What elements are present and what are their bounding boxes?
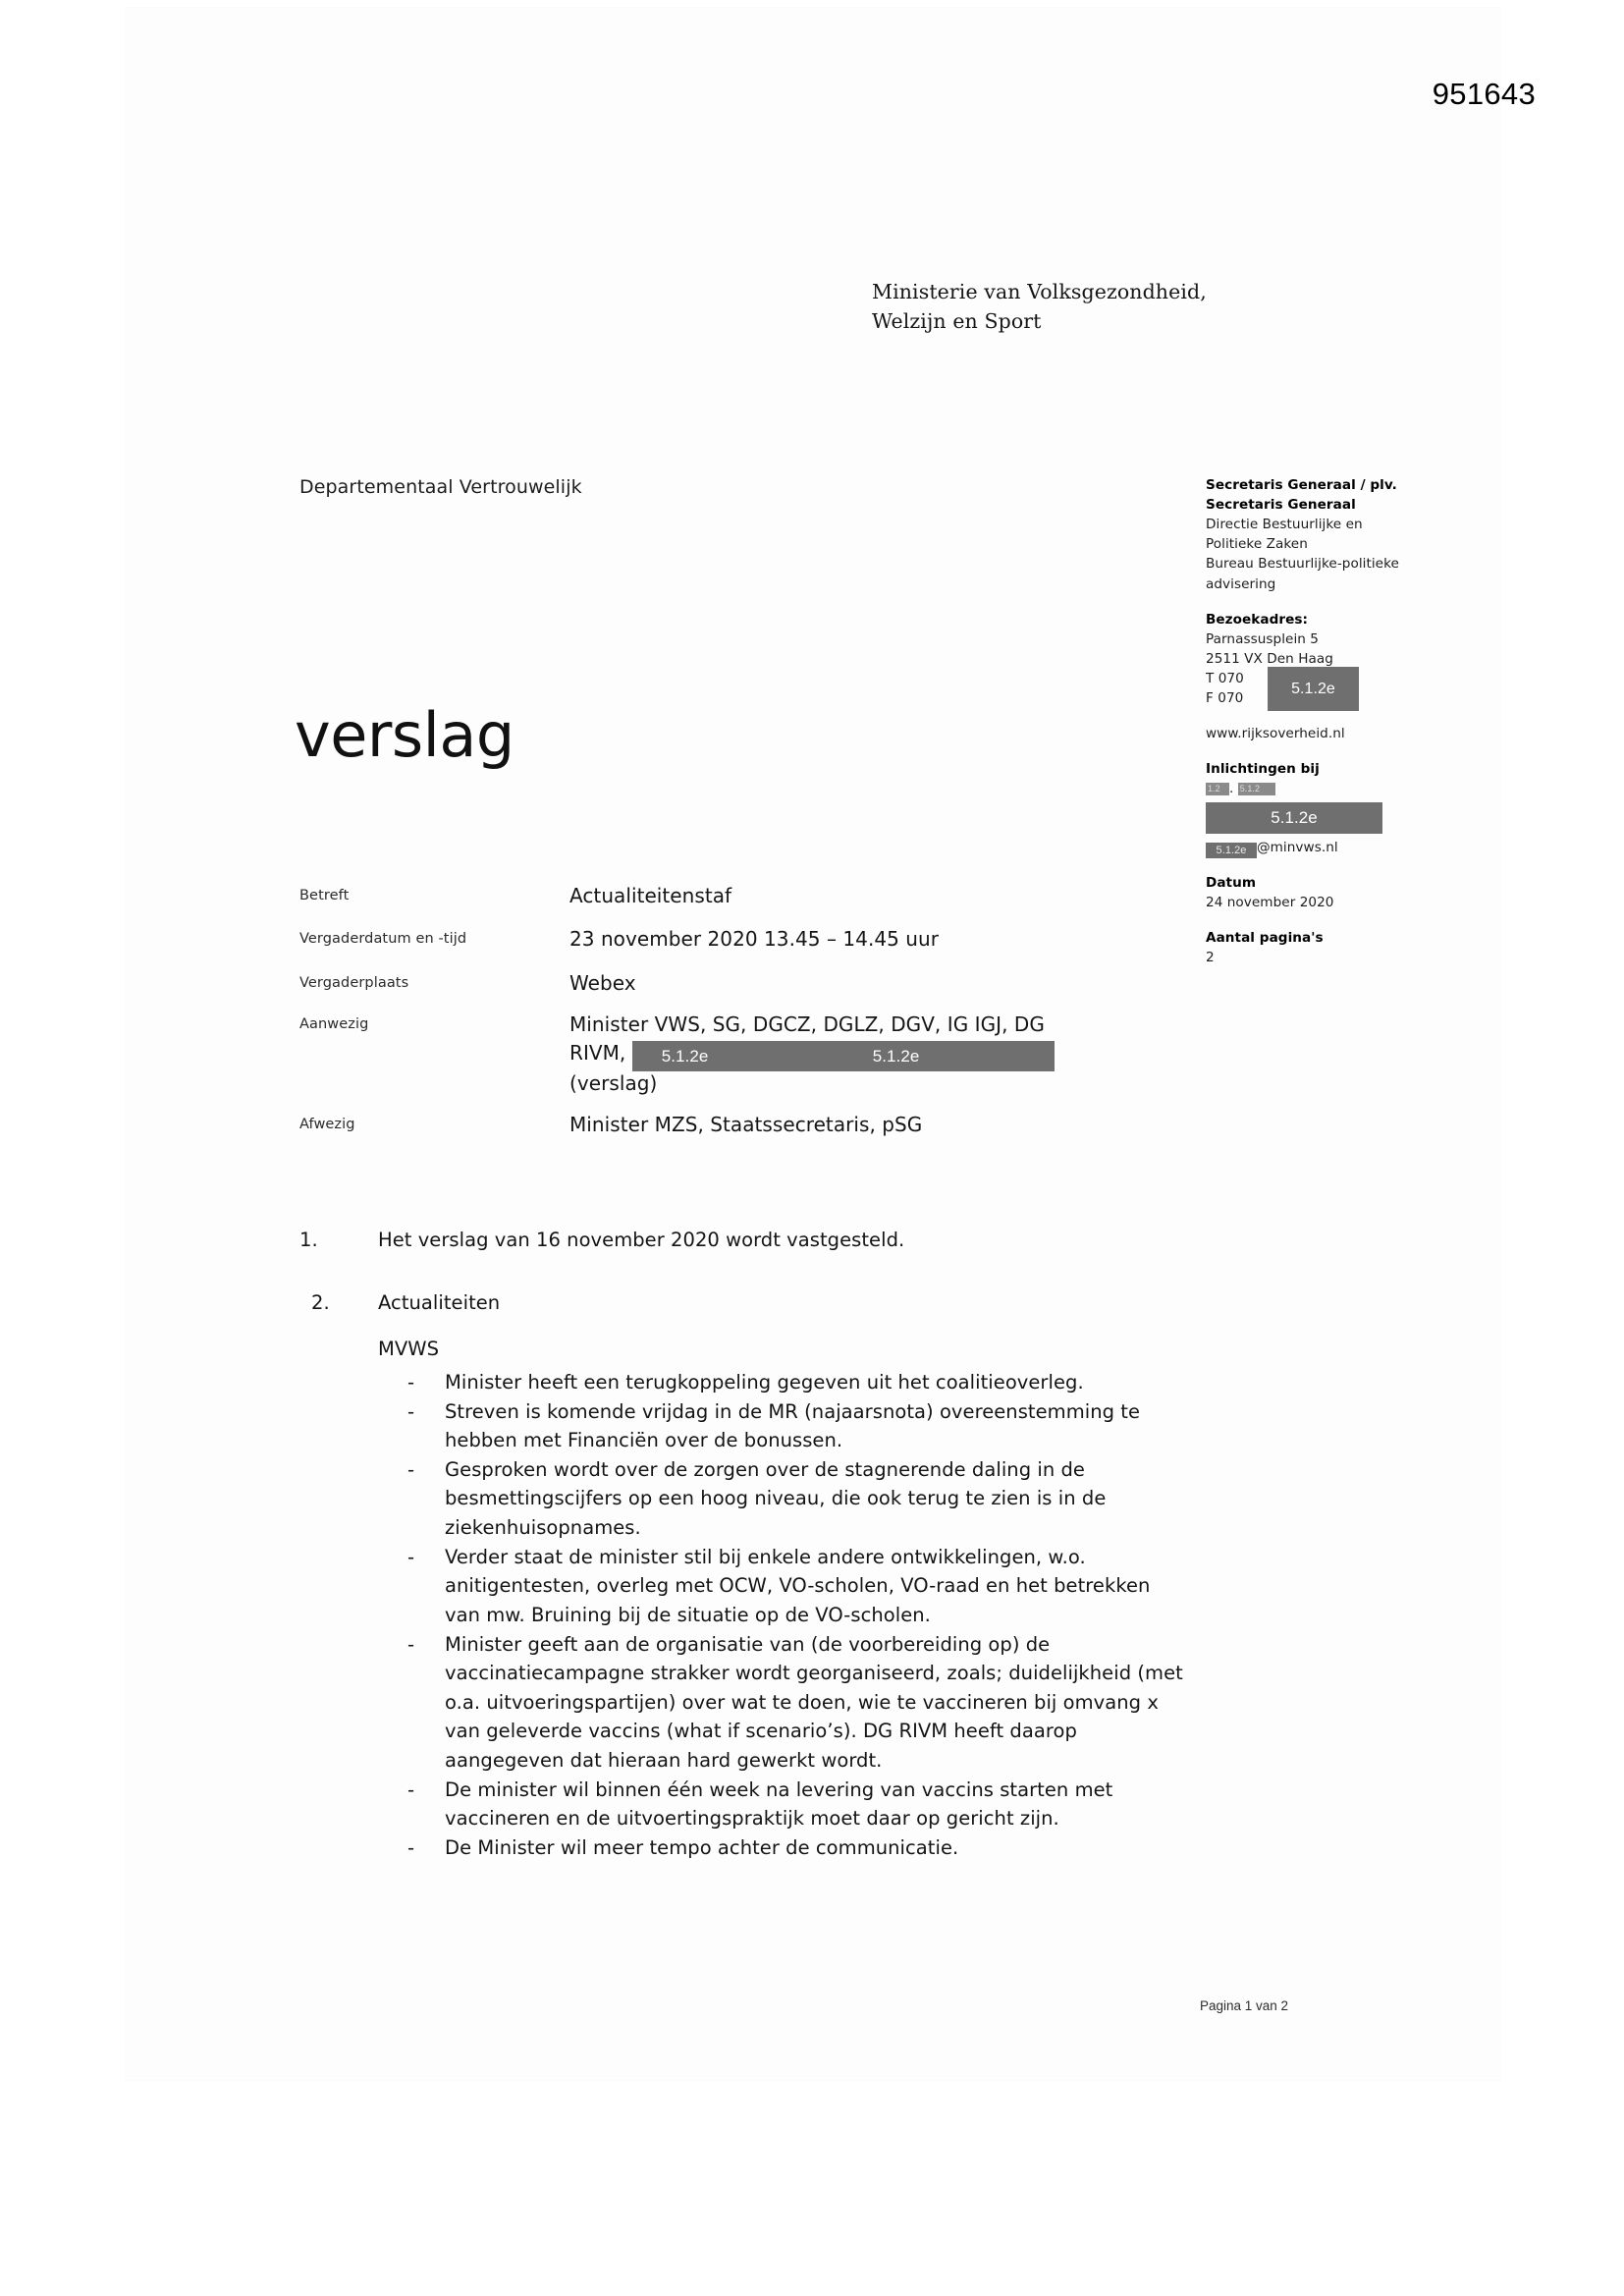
metadata-table [299,882,1065,1154]
list-item: - Minister geeft aan de organisatie van (de voorbereiding op) de vaccinatiecampagne strakker wordt georganiseerd, zoals; duidelijkheid (met o.a. uitvoeringspartijen) over wat te doen, wie te vaccineren bij omvang x van geleverde vaccins (what if scenario’s). DG RIVM heeft daarop aangegeven dat hieraan hard gewerkt wordt. [407,1630,1183,1776]
org-line-4: advisering [1206,575,1276,592]
meta-label-afwezig: Afwezig [299,1116,355,1132]
list-item [299,1226,1183,1255]
contact-email-row [1206,838,1451,857]
redaction-chip-second: 5.1.2 [1238,783,1275,795]
subsection-heading-mvws: MVWS [378,1338,440,1361]
pages-value: 2 [1206,949,1215,965]
sidebar-organisation [1206,475,1451,594]
aanwezig-line-2 [569,1039,1055,1069]
table-row [299,925,1065,953]
meta-label-betreft: Betreft [299,888,350,903]
email-domain: @minvws.nl [1257,839,1338,855]
meta-value-vergaderplaats: Webex [569,970,636,995]
item-2-number: 2. [311,1290,330,1314]
meta-value-betreft: Actualiteitenstaf [569,884,732,907]
address-line-1: Parnassusplein 5 [1206,630,1320,647]
classification-label: Departementaal Vertrouwelijk [299,476,582,498]
list-item: - De minister wil binnen één week na levering van vaccins starten met vaccineren en de uitvoertingspraktijk moet daar op gericht zijn. [407,1776,1183,1833]
item-1-text: Het verslag van 16 november 2020 wordt vastgesteld. [378,1229,905,1251]
redaction-code-b: 5.1.2e [872,1046,920,1066]
date-value: 24 november 2020 [1206,894,1334,910]
document-body [299,1226,1183,1863]
table-row [299,882,1065,909]
table-row [299,1011,1065,1097]
ministry-line-1: Ministerie van Volksgezondheid, [872,280,1207,303]
org-line-2: Politieke Zaken [1206,536,1308,553]
meta-label-vergaderplaats: Vergaderplaats [299,974,409,991]
sidebar-pages [1206,928,1451,967]
document-number: 951643 [1432,77,1536,111]
contact-initials-row [1206,779,1451,798]
phone-fax-group [1206,669,1451,708]
item-1-number: 1. [299,1229,318,1251]
table-row [299,969,1065,997]
list-item: - Minister heeft een terugkoppeling gegeven uit het coalitieoverleg. [407,1368,1183,1397]
ministry-logo-text [872,277,1207,336]
sidebar-address [1206,610,1451,709]
phone-label: T 070 [1206,670,1244,686]
list-item: - De Minister wil meer tempo achter de communicatie. [407,1833,1183,1863]
aanwezig-line-3: (verslag) [569,1070,658,1095]
org-line-3: Bureau Bestuurlijke-politieke [1206,556,1399,573]
org-head-line-1: Secretaris Generaal / plv. [1206,477,1397,493]
redaction-box-contact-name: 5.1.2e [1206,802,1382,834]
address-line-2: 2511 VX Den Haag [1206,650,1333,667]
list-item: - Streven is komende vrijdag in de MR (najaarsnota) overeenstemming te hebben met Financiën over de bonussen. [407,1397,1183,1455]
sidebar-website [1206,724,1451,743]
meta-label-vergaderdatum: Vergaderdatum en -tijd [299,931,467,948]
website-url: www.rijksoverheid.nl [1206,726,1345,742]
org-line-1: Directie Bestuurlijke en [1206,517,1363,533]
pages-head: Aantal pagina's [1206,929,1324,946]
redaction-box-aanwezig [632,1041,1055,1071]
redaction-box-phone: 5.1.2e [1268,667,1359,711]
meta-value-vergaderdatum: 23 november 2020 13.45 – 14.45 uur [569,927,940,952]
list-item [299,1288,1183,1318]
redaction-chip-email: 5.1.2e [1206,843,1257,858]
sidebar-date [1206,873,1451,912]
ministry-line-2: Welzijn en Sport [872,309,1042,334]
page-title: verslag [295,699,514,771]
meta-value-afwezig: Minister MZS, Staatssecretaris, pSG [569,1112,923,1136]
org-head-line-2: Secretaris Generaal [1206,497,1356,514]
aanwezig-line-1: Minister VWS, SG, DGCZ, DGLZ, DGV, IG IGJ, DG [569,1012,1045,1037]
bullet-list [299,1368,1183,1863]
meta-value-aanwezig [569,1011,1055,1097]
redaction-chip-initial: 1.2 [1206,783,1229,795]
page-footer: Pagina 1 van 2 [1200,1998,1289,2013]
address-head: Bezoekadres: [1206,611,1309,628]
list-item: - Gesproken wordt over de zorgen over de stagnerende daling in de besmettingscijfers op een hoog niveau, die ook terug te zien is in de ziekenhuisopnames. [407,1455,1183,1543]
fax-label: F 070 [1206,690,1244,707]
list-item: - Verder staat de minister stil bij enkele andere ontwikkelingen, w.o. anitigentesten, overleg met OCW, VO-scholen, VO-raad en het betrekken van mw. Bruining bij de situatie op de VO-scholen. [407,1543,1183,1630]
date-head: Datum [1206,874,1257,891]
sidebar-contact-block [1206,475,1451,983]
aanwezig-prefix: RIVM, [569,1040,626,1065]
table-row [299,1111,1065,1138]
redaction-code-a: 5.1.2e [661,1046,709,1066]
contact-separator: . [1229,781,1234,797]
sidebar-inlichtingen [1206,759,1451,856]
item-2-text: Actualiteiten [378,1290,501,1314]
meta-label-aanwezig: Aanwezig [299,1016,369,1033]
contact-head: Inlichtingen bij [1206,761,1320,778]
